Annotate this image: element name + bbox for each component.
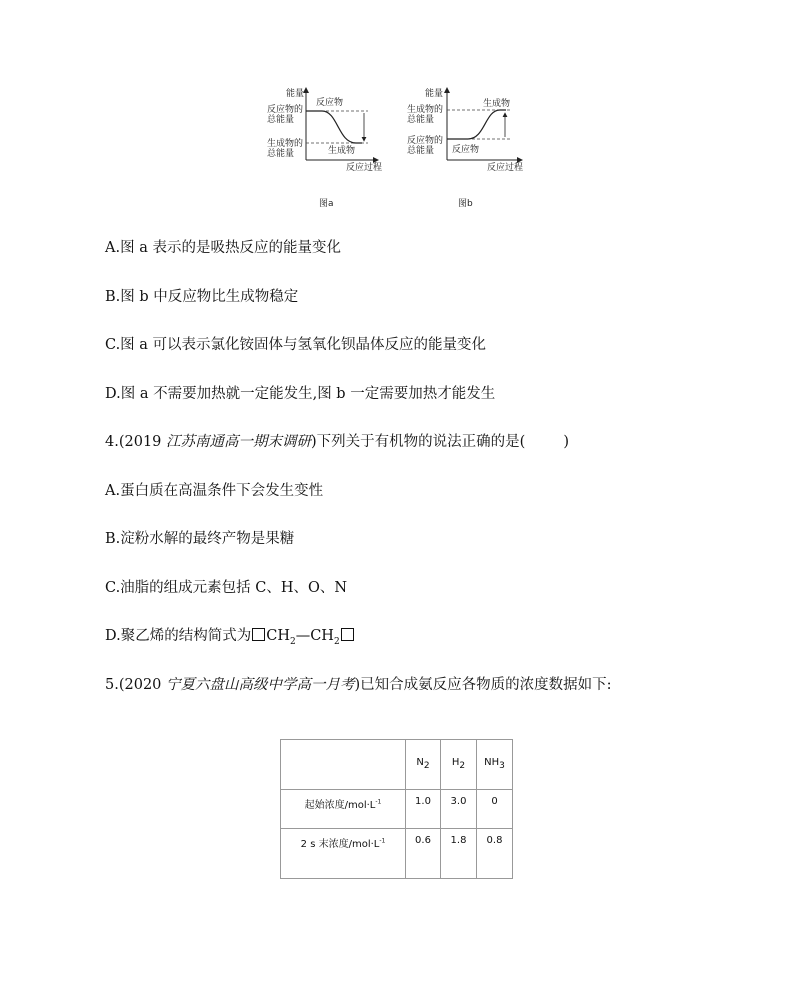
formula-sub: 2 [333, 636, 340, 647]
q4-option-c: C.油脂的组成元素包括 C、H、O、N [105, 580, 348, 596]
q3-option-b: B.图 b 中反应物比生成物稳定 [105, 289, 299, 305]
figure-a-reactant-total-l1: 反应物的 [267, 105, 304, 115]
figure-a-product-total-l2: 总能量 [267, 149, 295, 159]
figure-b [407, 87, 523, 173]
figure-a-x-label: 反应过程 [346, 163, 383, 173]
table-row-label: 2 s 末浓度$/mol\cdot L^{-1}$ [281, 829, 406, 879]
figure-b-product-label: 生成物 [483, 99, 511, 109]
figure-b-product-total-l1: 生成物的 [407, 105, 444, 115]
table-cell: 0 [477, 790, 513, 829]
figure-b-y-label: 能量 [425, 89, 444, 99]
q3-option-d: D.图 a 不需要加热就一定能发生,图 b 一定需要加热才能发生 [105, 386, 496, 402]
q5-stem-prefix: 5.(2020 [105, 677, 167, 693]
figure-a [267, 87, 382, 173]
figure-b-product-total-l2: 总能量 [407, 115, 435, 125]
figure-a-product-total-l1: 生成物的 [267, 139, 304, 149]
table-row-label: 起始浓度$/mol\cdot L^{-1}$ [281, 790, 406, 829]
figure-b-reactant-total-l1: 反应物的 [407, 136, 444, 146]
q3-option-c: C.图 a 可以表示氯化铵固体与氢氧化钡晶体反应的能量变化 [105, 337, 487, 353]
q4-option-a: A.蛋白质在高温条件下会发生变性 [105, 483, 324, 499]
q4-paren-close: ) [563, 434, 570, 450]
table-row [281, 829, 513, 879]
figure-b-caption: 图b [458, 199, 473, 209]
formula-ch: CH [310, 628, 334, 644]
figure-b-reactant-total-l2: 总能量 [407, 146, 435, 156]
table-header-n2: $N_2$ [406, 740, 441, 790]
q4-option-b: B.淀粉水解的最终产物是果糖 [105, 531, 295, 547]
table-header-nh3: $NH_3$ [477, 740, 513, 790]
figure-b-reactant-label: 反应物 [452, 145, 480, 155]
figure-b-energy-curve [447, 110, 506, 139]
table-cell: 0.8 [477, 829, 513, 879]
q4-stem [105, 430, 569, 451]
figure-a-caption: 图a [319, 199, 334, 209]
table-cell: 1.8 [441, 829, 477, 879]
table-row [281, 790, 513, 829]
q4-source: 江苏南通高一期末调研 [166, 434, 312, 450]
table-cell: 0.6 [406, 829, 441, 879]
q4-option-d [105, 624, 355, 647]
table-cell: 1.0 [406, 790, 441, 829]
q5-stem-suffix: )已知合成氨反应各物质的浓度数据如下: [354, 677, 612, 693]
figure-a-reactant-label: 反应物 [316, 98, 344, 108]
q5-stem [105, 673, 612, 694]
formula-sub: 2 [289, 636, 296, 647]
table-header-h2: $H_2$ [441, 740, 477, 790]
bracket-box-icon [341, 628, 354, 641]
energy-diagrams [0, 0, 794, 230]
table-cell: 3.0 [441, 790, 477, 829]
formula-ch: CH [266, 628, 290, 644]
figure-a-energy-curve [306, 111, 362, 143]
figure-a-product-label: 生成物 [328, 146, 356, 156]
concentration-table [280, 739, 513, 879]
q3-option-a: A.图 a 表示的是吸热反应的能量变化 [105, 240, 341, 256]
formula-dash: — [295, 628, 311, 644]
q4-stem-suffix: )下列关于有机物的说法正确的是( [311, 434, 526, 450]
table-header-row [281, 740, 513, 790]
figure-a-y-label: 能量 [286, 89, 305, 99]
figure-b-x-label: 反应过程 [487, 163, 524, 173]
figure-a-reactant-total-l2: 总能量 [267, 115, 295, 125]
q5-source: 宁夏六盘山高级中学高一月考 [166, 677, 355, 693]
bracket-box-icon [252, 628, 265, 641]
q4-option-d-prefix: D.聚乙烯的结构简式为 [105, 628, 252, 644]
q4-stem-prefix: 4.(2019 [105, 434, 167, 450]
table-corner-cell [281, 740, 406, 790]
